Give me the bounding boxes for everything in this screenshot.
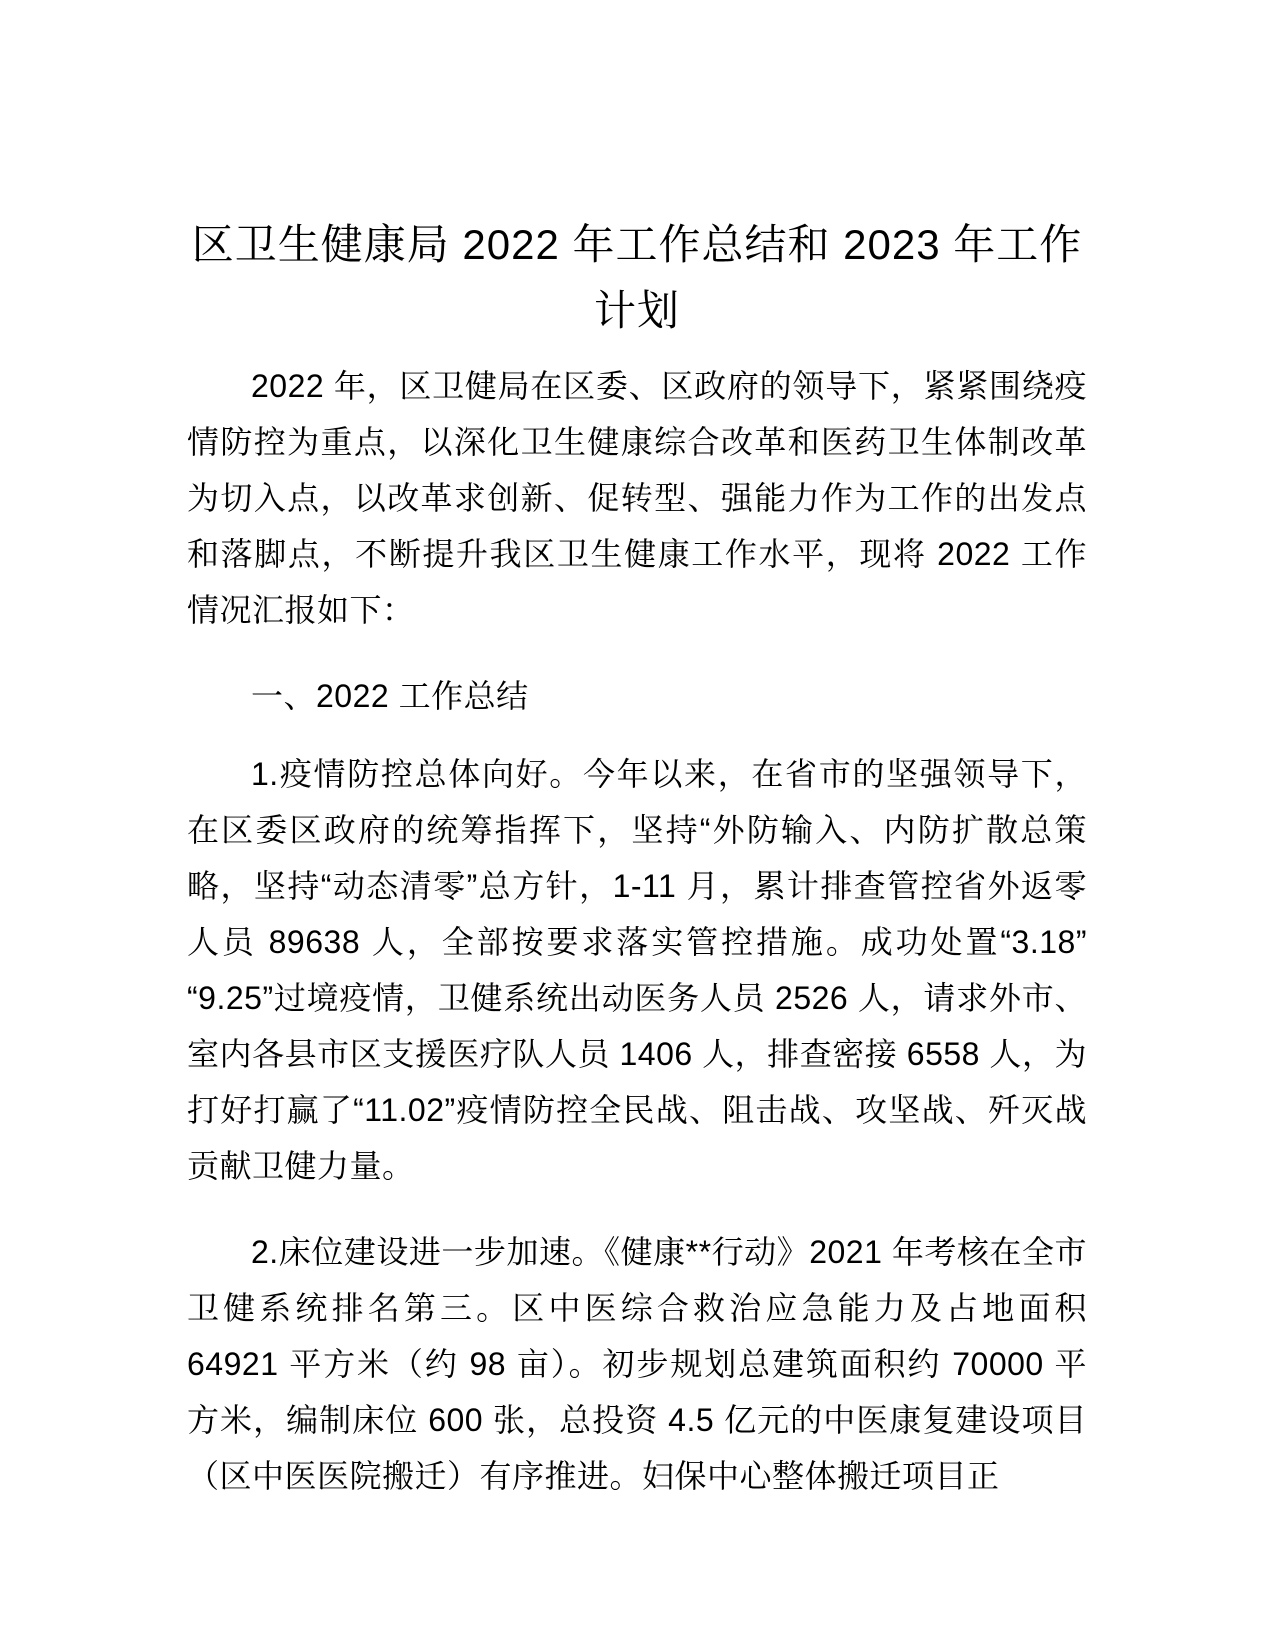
paragraph-epidemic-control: 1.疫情防控总体向好。今年以来，在省市的坚强领导下，在区委区政府的统筹指挥下，坚持“外防输入、内防扩散总策略，坚持“动态清零”总方针，1-11 月，累计排查管控省外返零人员 89638 人，全部按要求落实管控措施。成功处置“3.18”“9.25”过境疫情，卫健系统出动医务人员 2526 人，请求外市、室内各县市区支援医疗队人员 1406 人，排查密接 6558 人，为打好打赢了“11.02”疫情防控全民战、阻击战、攻坚战、歼灭战贡献卫健力量。 xyxy=(187,756,1087,1184)
document-content xyxy=(187,212,1087,1534)
paragraph-bed-construction: 2.床位建设进一步加速。《健康**行动》2021 年考核在全市卫健系统排名第三。区中医综合救治应急能力及占地面积 64921 平方米（约 98 亩）。初步规划总建筑面积约 70000 平方米，编制床位 600 张，总投资 4.5 亿元的中医康复建设项目（区中医医院搬迁）有序推进。妇保中心整体搬迁项目正 xyxy=(187,1234,1087,1494)
section-heading-2022-summary: 一、2022 工作总结 xyxy=(251,678,529,714)
document-title: 区卫生健康局 2022 年工作总结和 2023 年工作计划 xyxy=(191,221,1083,334)
paragraph-intro: 2022 年，区卫健局在区委、区政府的领导下，紧紧围绕疫情防控为重点，以深化卫生健康综合改革和医药卫生体制改革为切入点，以改革求创新、促转型、强能力作为工作的出发点和落脚点，不断提升我区卫生健康工作水平，现将 2022 工作情况汇报如下： xyxy=(187,368,1087,628)
